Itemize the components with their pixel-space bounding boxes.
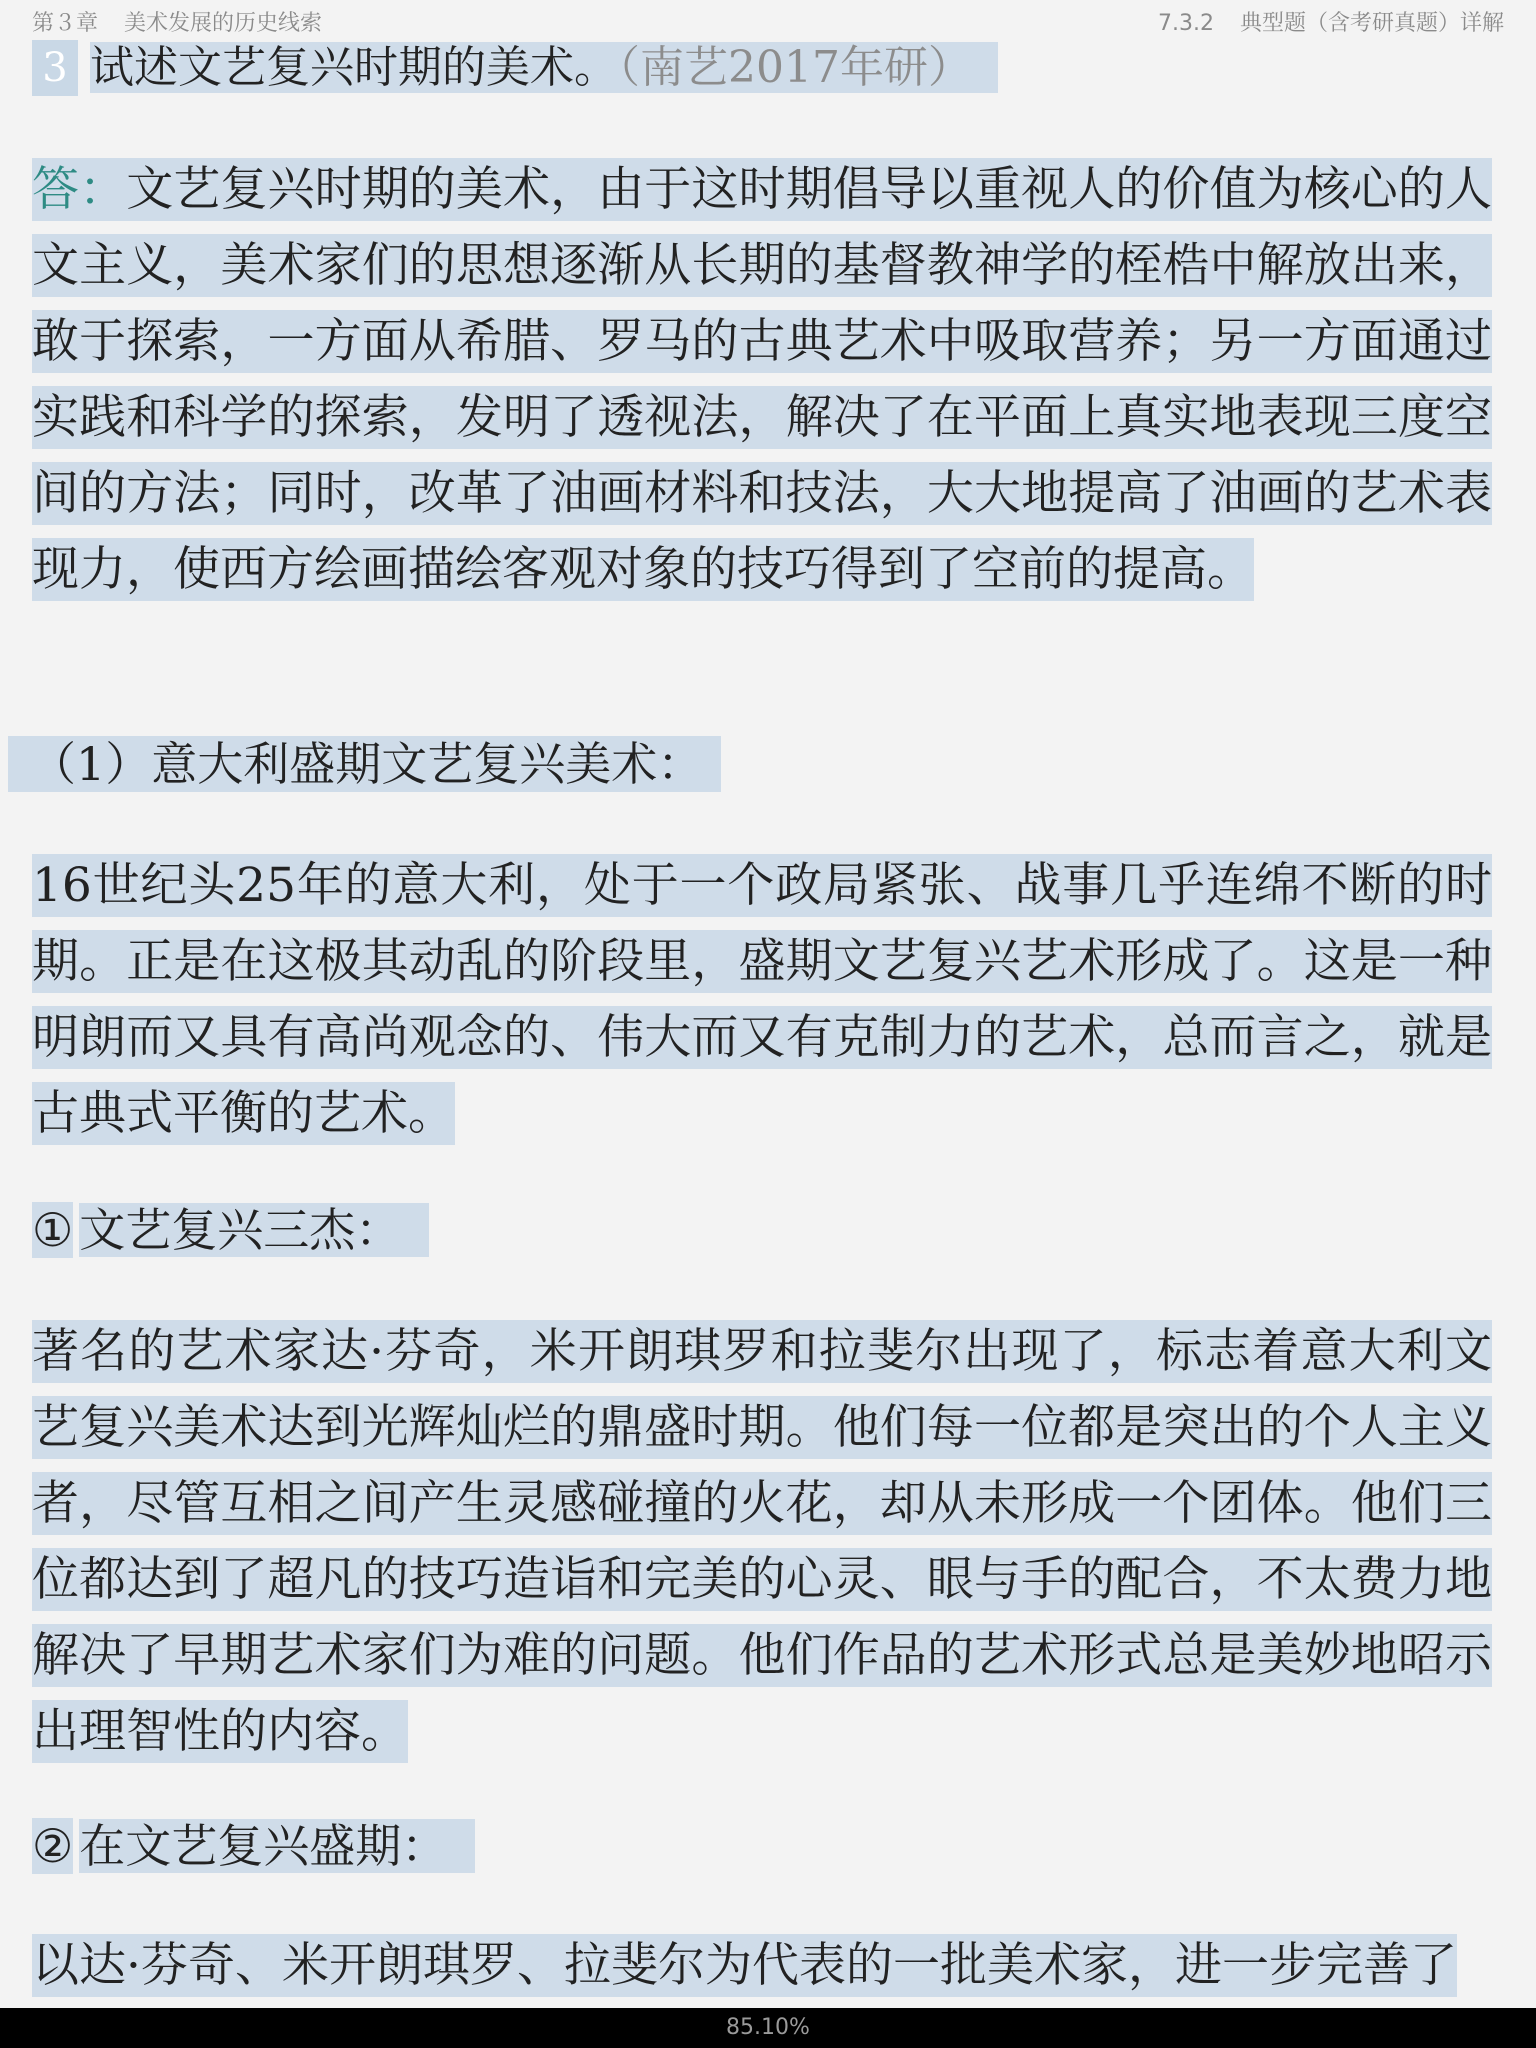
section-number: 7.3.2 [1158,10,1214,36]
reading-progress-bar [0,2008,1536,2048]
page-header [32,6,1504,36]
section-1-text: 16世纪头25年的意大利，处于一个政局紧张、战事几乎连绵不断的时期。正是在这极其动乱的阶段里，盛期文艺复兴艺术形成了。这是一种明朗而又具有高尚观念的、伟大而又有克制力的艺术，总而言之，就是古典式平衡的艺术。 [32,854,1492,1145]
answer-paragraph [32,152,1492,608]
subsection-1-paragraph [32,1314,1492,1770]
section-1-paragraph [32,848,1492,1152]
section-title: 典型题（含考研真题）详解 [1239,10,1504,36]
chapter-number: 第３章 [32,10,99,36]
section-1-heading: （1）意大利盛期文艺复兴美术： [8,736,721,792]
subsection-1-title: 文艺复兴三杰： [79,1203,429,1257]
question-number-badge: 3 [32,40,78,96]
answer-highlight [32,158,1492,601]
subsection-1-marker: ① [32,1203,74,1257]
answer-label: 答： [32,162,127,217]
chapter-title: 美术发展的历史线索 [124,10,323,36]
question-text: 试述文艺复兴时期的美术。 [90,42,618,93]
page-content[interactable] [0,36,1536,2008]
reading-progress-text: 85.10% [726,2015,810,2040]
subsection-1-heading [32,1202,429,1258]
question-text-highlight [90,42,998,93]
question-source: （南艺2017年研） [618,42,972,93]
subsection-2-title: 在文艺复兴盛期： [79,1819,475,1873]
subsection-2-marker: ② [32,1819,74,1873]
section-label [1158,6,1504,37]
question-title [32,40,998,96]
subsection-1-text: 著名的艺术家达·芬奇，米开朗琪罗和拉斐尔出现了，标志着意大利文艺复兴美术达到光辉灿烂的鼎盛时期。他们每一位都是突出的个人主义者，尽管互相之间产生灵感碰撞的火花，却从未形成一个团体。他们三位都达到了超凡的技巧造诣和完美的心灵、眼与手的配合，不太费力地解决了早期艺术家们为难的问题。他们作品的艺术形式总是美妙地昭示出理智性的内容。 [32,1320,1492,1763]
subsection-2-text: 以达·芬奇、米开朗琪罗、拉斐尔为代表的一批美术家，进一步完善了 [32,1934,1457,1997]
subsection-2-heading [32,1818,475,1874]
subsection-2-paragraph [32,1928,1492,2004]
answer-intro-text: 文艺复兴时期的美术，由于这时期倡导以重视人的价值为核心的人文主义，美术家们的思想逐渐从长期的基督教神学的桎梏中解放出来，敢于探索，一方面从希腊、罗马的古典艺术中吸取营养；另一方面通过实践和科学的探索，发明了透视法，解决了在平面上真实地表现三度空间的方法；同时，改革了油画材料和技法，大大地提高了油画的艺术表现力，使西方绘画描绘客观对象的技巧得到了空前的提高。 [32,162,1493,597]
chapter-label [32,6,322,37]
